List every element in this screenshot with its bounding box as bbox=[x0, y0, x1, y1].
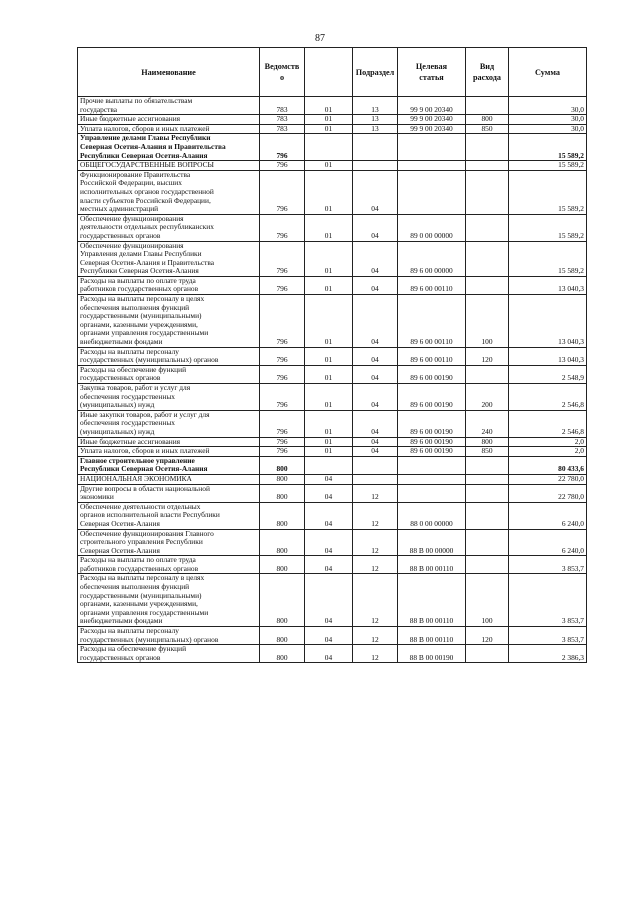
cell-subsection: 12 bbox=[353, 574, 398, 627]
cell-subsection bbox=[353, 134, 398, 161]
cell-subsection: 13 bbox=[353, 97, 398, 115]
cell-sum: 30,0 bbox=[509, 115, 587, 125]
cell-name: Расходы на выплаты по оплате труда работников государственных органов bbox=[78, 276, 260, 294]
cell-section: 01 bbox=[305, 447, 353, 457]
cell-sum: 3 853,7 bbox=[509, 556, 587, 574]
cell-name: Закупка товаров, работ и услуг для обеспечения государственных (муниципальных) нужд bbox=[78, 384, 260, 411]
table-row bbox=[78, 556, 587, 574]
cell-subsection bbox=[353, 474, 398, 484]
table-row bbox=[78, 295, 587, 348]
cell-sum: 2 548,9 bbox=[509, 365, 587, 383]
cell-target: 88 В 00 00110 bbox=[398, 574, 466, 627]
cell-dept: 796 bbox=[260, 276, 305, 294]
cell-name: Обеспечение функционирования Главного строительного управления Республики Северная Осетия-Алания bbox=[78, 529, 260, 556]
header-section bbox=[305, 48, 353, 97]
table-row bbox=[78, 214, 587, 241]
cell-name: Расходы на выплаты персоналу государственных (муниципальных) органов bbox=[78, 347, 260, 365]
cell-section: 01 bbox=[305, 241, 353, 276]
cell-subsection: 04 bbox=[353, 437, 398, 447]
cell-subsection: 12 bbox=[353, 627, 398, 645]
cell-dept: 800 bbox=[260, 627, 305, 645]
cell-name: Расходы на выплаты по оплате труда работников государственных органов bbox=[78, 556, 260, 574]
cell-section: 01 bbox=[305, 124, 353, 134]
table-row bbox=[78, 447, 587, 457]
cell-section: 01 bbox=[305, 365, 353, 383]
cell-section: 01 bbox=[305, 97, 353, 115]
table-row bbox=[78, 365, 587, 383]
cell-sum: 6 240,0 bbox=[509, 502, 587, 529]
cell-sum: 13 040,3 bbox=[509, 276, 587, 294]
cell-name: Функционирование Правительства Российской Федерации, высших исполнительных органов государственной власти субъектов Российской Федерации, местных администраций bbox=[78, 170, 260, 214]
cell-sum: 15 589,2 bbox=[509, 214, 587, 241]
cell-kind bbox=[466, 170, 509, 214]
cell-kind: 200 bbox=[466, 384, 509, 411]
cell-name: Уплата налогов, сборов и иных платежей bbox=[78, 124, 260, 134]
cell-kind bbox=[466, 645, 509, 663]
table-row bbox=[78, 170, 587, 214]
cell-target: 88 В 00 00000 bbox=[398, 529, 466, 556]
cell-subsection: 12 bbox=[353, 502, 398, 529]
cell-section: 04 bbox=[305, 627, 353, 645]
cell-target: 89 6 00 00190 bbox=[398, 410, 466, 437]
cell-section: 01 bbox=[305, 276, 353, 294]
cell-kind bbox=[466, 97, 509, 115]
table-row bbox=[78, 484, 587, 502]
cell-sum: 2 546,8 bbox=[509, 384, 587, 411]
cell-name: НАЦИОНАЛЬНАЯ ЭКОНОМИКА bbox=[78, 474, 260, 484]
table-row bbox=[78, 456, 587, 474]
cell-name: ОБЩЕГОСУДАРСТВЕННЫЕ ВОПРОСЫ bbox=[78, 161, 260, 171]
table-body bbox=[78, 97, 587, 663]
cell-kind bbox=[466, 276, 509, 294]
table-row bbox=[78, 241, 587, 276]
cell-subsection: 04 bbox=[353, 447, 398, 457]
cell-sum: 3 853,7 bbox=[509, 627, 587, 645]
cell-kind bbox=[466, 241, 509, 276]
table-row bbox=[78, 134, 587, 161]
cell-sum: 80 433,6 bbox=[509, 456, 587, 474]
cell-dept: 796 bbox=[260, 437, 305, 447]
cell-subsection: 04 bbox=[353, 410, 398, 437]
cell-dept: 796 bbox=[260, 447, 305, 457]
cell-sum: 22 780,0 bbox=[509, 484, 587, 502]
cell-dept: 800 bbox=[260, 574, 305, 627]
cell-section: 04 bbox=[305, 502, 353, 529]
cell-sum: 30,0 bbox=[509, 97, 587, 115]
cell-dept: 796 bbox=[260, 170, 305, 214]
cell-subsection: 04 bbox=[353, 365, 398, 383]
cell-section: 04 bbox=[305, 529, 353, 556]
cell-dept: 796 bbox=[260, 410, 305, 437]
cell-target: 99 9 00 20340 bbox=[398, 97, 466, 115]
cell-name: Другие вопросы в области национальной экономики bbox=[78, 484, 260, 502]
cell-section: 04 bbox=[305, 474, 353, 484]
cell-dept: 796 bbox=[260, 214, 305, 241]
cell-target: 89 6 00 00110 bbox=[398, 276, 466, 294]
cell-kind bbox=[466, 556, 509, 574]
table-row bbox=[78, 502, 587, 529]
cell-section bbox=[305, 456, 353, 474]
cell-dept: 783 bbox=[260, 97, 305, 115]
cell-sum: 22 780,0 bbox=[509, 474, 587, 484]
cell-name: Иные бюджетные ассигнования bbox=[78, 115, 260, 125]
cell-subsection bbox=[353, 456, 398, 474]
table-row bbox=[78, 384, 587, 411]
cell-subsection: 12 bbox=[353, 556, 398, 574]
cell-name: Иные бюджетные ассигнования bbox=[78, 437, 260, 447]
budget-table bbox=[77, 47, 587, 663]
cell-dept: 796 bbox=[260, 347, 305, 365]
cell-section: 01 bbox=[305, 115, 353, 125]
header-subsection: Подраздел bbox=[353, 48, 398, 97]
cell-dept: 800 bbox=[260, 645, 305, 663]
cell-dept: 796 bbox=[260, 161, 305, 171]
cell-kind bbox=[466, 134, 509, 161]
cell-kind bbox=[466, 474, 509, 484]
cell-name: Обеспечение деятельности отдельных органов исполнительной власти Республики Северная Осетия-Алания bbox=[78, 502, 260, 529]
cell-kind bbox=[466, 529, 509, 556]
cell-sum: 15 589,2 bbox=[509, 161, 587, 171]
table-row bbox=[78, 529, 587, 556]
cell-dept: 800 bbox=[260, 474, 305, 484]
cell-target: 89 6 00 00190 bbox=[398, 447, 466, 457]
cell-section: 01 bbox=[305, 161, 353, 171]
cell-target bbox=[398, 484, 466, 502]
cell-name: Расходы на выплаты персоналу в целях обеспечения выполнения функций государственными (муниципальными) органами, казенными учреждениями, органами управления государственными внебюджетными фондами bbox=[78, 295, 260, 348]
cell-target bbox=[398, 456, 466, 474]
cell-section: 04 bbox=[305, 574, 353, 627]
cell-target: 89 6 00 00190 bbox=[398, 437, 466, 447]
cell-name: Обеспечение функционирования Управления делами Главы Республики Северная Осетия-Алания и Правительства Республики Северная Осетия-Алания bbox=[78, 241, 260, 276]
cell-section: 04 bbox=[305, 645, 353, 663]
cell-subsection: 04 bbox=[353, 347, 398, 365]
cell-target: 88 В 00 00110 bbox=[398, 556, 466, 574]
cell-target: 99 9 00 20340 bbox=[398, 115, 466, 125]
cell-subsection: 04 bbox=[353, 241, 398, 276]
cell-name: Расходы на обеспечение функций государственных органов bbox=[78, 365, 260, 383]
cell-kind bbox=[466, 214, 509, 241]
cell-sum: 15 589,2 bbox=[509, 170, 587, 214]
cell-target: 89 0 00 00000 bbox=[398, 214, 466, 241]
cell-dept: 783 bbox=[260, 115, 305, 125]
cell-name: Уплата налогов, сборов и иных платежей bbox=[78, 447, 260, 457]
cell-section: 01 bbox=[305, 214, 353, 241]
cell-sum: 2,0 bbox=[509, 437, 587, 447]
cell-target: 89 6 00 00000 bbox=[398, 241, 466, 276]
cell-target: 88 В 00 00110 bbox=[398, 627, 466, 645]
cell-kind: 800 bbox=[466, 437, 509, 447]
cell-name: Расходы на выплаты персоналу государственных (муниципальных) органов bbox=[78, 627, 260, 645]
cell-name: Главное строительное управление Республики Северная Осетия-Алания bbox=[78, 456, 260, 474]
table-row bbox=[78, 574, 587, 627]
cell-sum: 30,0 bbox=[509, 124, 587, 134]
cell-kind: 240 bbox=[466, 410, 509, 437]
cell-dept: 796 bbox=[260, 384, 305, 411]
cell-target bbox=[398, 134, 466, 161]
table-row bbox=[78, 410, 587, 437]
cell-section: 01 bbox=[305, 347, 353, 365]
cell-target bbox=[398, 474, 466, 484]
cell-target: 89 6 00 00190 bbox=[398, 384, 466, 411]
cell-kind bbox=[466, 456, 509, 474]
cell-target: 88 0 00 00000 bbox=[398, 502, 466, 529]
cell-kind: 120 bbox=[466, 347, 509, 365]
cell-sum: 15 589,2 bbox=[509, 241, 587, 276]
cell-name: Обеспечение функционирования деятельности отдельных республиканских государственных органов bbox=[78, 214, 260, 241]
cell-dept: 800 bbox=[260, 529, 305, 556]
header-kind: Вид расхода bbox=[466, 48, 509, 97]
cell-subsection bbox=[353, 161, 398, 171]
cell-kind: 850 bbox=[466, 124, 509, 134]
header-name: Наименование bbox=[78, 48, 260, 97]
cell-dept: 800 bbox=[260, 502, 305, 529]
cell-subsection: 13 bbox=[353, 115, 398, 125]
cell-kind bbox=[466, 484, 509, 502]
cell-sum: 2 546,8 bbox=[509, 410, 587, 437]
cell-subsection: 04 bbox=[353, 170, 398, 214]
cell-kind bbox=[466, 161, 509, 171]
cell-section: 01 bbox=[305, 437, 353, 447]
cell-subsection: 12 bbox=[353, 484, 398, 502]
cell-dept: 783 bbox=[260, 124, 305, 134]
cell-sum: 6 240,0 bbox=[509, 529, 587, 556]
cell-target bbox=[398, 170, 466, 214]
table-row bbox=[78, 276, 587, 294]
cell-kind bbox=[466, 502, 509, 529]
cell-dept: 796 bbox=[260, 295, 305, 348]
cell-section bbox=[305, 134, 353, 161]
cell-target: 89 6 00 00110 bbox=[398, 295, 466, 348]
table-row bbox=[78, 161, 587, 171]
cell-section: 01 bbox=[305, 295, 353, 348]
cell-subsection: 12 bbox=[353, 645, 398, 663]
cell-target: 89 6 00 00110 bbox=[398, 347, 466, 365]
cell-subsection: 13 bbox=[353, 124, 398, 134]
cell-subsection: 04 bbox=[353, 214, 398, 241]
cell-sum: 2,0 bbox=[509, 447, 587, 457]
cell-kind: 850 bbox=[466, 447, 509, 457]
cell-target: 89 6 00 00190 bbox=[398, 365, 466, 383]
cell-dept: 796 bbox=[260, 241, 305, 276]
cell-sum: 2 386,3 bbox=[509, 645, 587, 663]
cell-dept: 796 bbox=[260, 134, 305, 161]
cell-section: 01 bbox=[305, 410, 353, 437]
table-header-row bbox=[78, 48, 587, 97]
cell-sum: 3 853,7 bbox=[509, 574, 587, 627]
cell-kind: 120 bbox=[466, 627, 509, 645]
table-row bbox=[78, 347, 587, 365]
cell-subsection: 12 bbox=[353, 529, 398, 556]
cell-target bbox=[398, 161, 466, 171]
cell-name: Иные закупки товаров, работ и услуг для обеспечения государственных (муниципальных) нужд bbox=[78, 410, 260, 437]
header-target: Целевая статья bbox=[398, 48, 466, 97]
table-row bbox=[78, 645, 587, 663]
cell-section: 04 bbox=[305, 484, 353, 502]
page-number: 87 bbox=[315, 33, 325, 44]
cell-subsection: 04 bbox=[353, 276, 398, 294]
cell-target: 88 В 00 00190 bbox=[398, 645, 466, 663]
cell-sum: 13 040,3 bbox=[509, 347, 587, 365]
cell-kind bbox=[466, 365, 509, 383]
cell-dept: 800 bbox=[260, 456, 305, 474]
cell-section: 04 bbox=[305, 556, 353, 574]
cell-kind: 800 bbox=[466, 115, 509, 125]
cell-kind: 100 bbox=[466, 295, 509, 348]
cell-kind: 100 bbox=[466, 574, 509, 627]
table-row bbox=[78, 115, 587, 125]
cell-name: Расходы на выплаты персоналу в целях обеспечения выполнения функций государственными (муниципальными) органами, казенными учреждениями, органами управления государственными внебюджетными фондами bbox=[78, 574, 260, 627]
cell-dept: 800 bbox=[260, 556, 305, 574]
cell-section: 01 bbox=[305, 384, 353, 411]
cell-section: 01 bbox=[305, 170, 353, 214]
cell-target: 99 9 00 20340 bbox=[398, 124, 466, 134]
header-sum: Сумма bbox=[509, 48, 587, 97]
cell-name: Управление делами Главы Республики Северная Осетия-Алания и Правительства Республики Северная Осетия-Алания bbox=[78, 134, 260, 161]
table-row bbox=[78, 474, 587, 484]
cell-sum: 13 040,3 bbox=[509, 295, 587, 348]
cell-subsection: 04 bbox=[353, 384, 398, 411]
table-row bbox=[78, 97, 587, 115]
cell-name: Расходы на обеспечение функций государственных органов bbox=[78, 645, 260, 663]
cell-subsection: 04 bbox=[353, 295, 398, 348]
cell-dept: 800 bbox=[260, 484, 305, 502]
table-row bbox=[78, 627, 587, 645]
cell-dept: 796 bbox=[260, 365, 305, 383]
cell-name: Прочие выплаты по обязательствам государства bbox=[78, 97, 260, 115]
header-dept: Ведомств о bbox=[260, 48, 305, 97]
cell-sum: 15 589,2 bbox=[509, 134, 587, 161]
